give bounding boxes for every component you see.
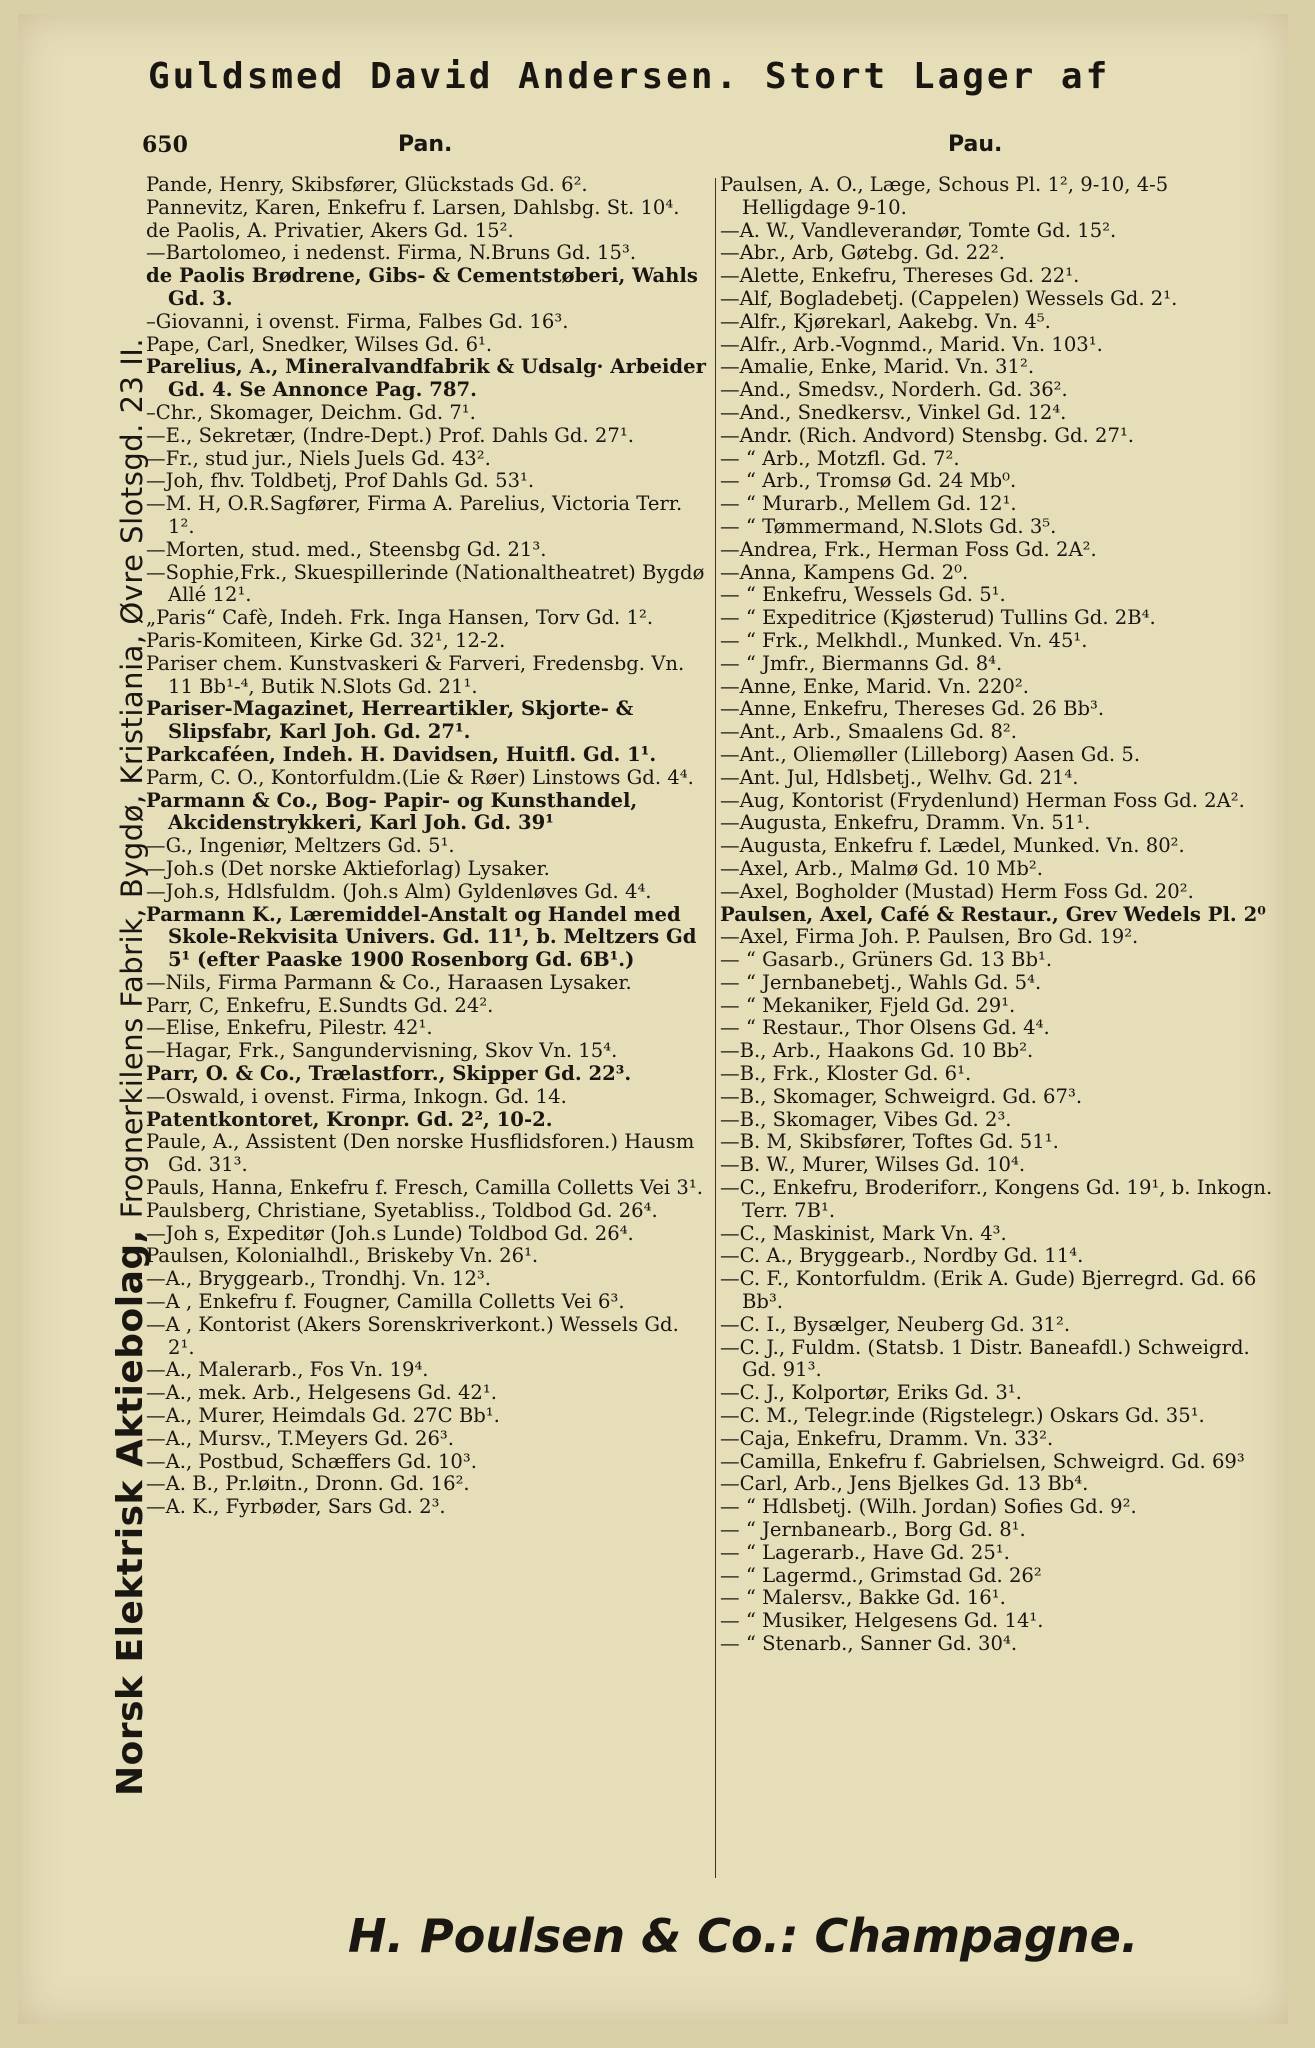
directory-entry: —Camilla, Enkefru f. Gabrielsen, Schweigrd. Gd. 69³ xyxy=(720,1449,1245,1473)
directory-entry: –Giovanni, i ovenst. Firma, Falbes Gd. 16³. xyxy=(146,309,569,333)
side-ad-address: Frognerkilens Fabrik, Bygdø, Kristiania, Øvre Slotsgd. 23 II. xyxy=(115,337,149,1219)
directory-entry: — “ Lagerarb., Have Gd. 25¹. xyxy=(720,1540,1010,1564)
top-advertisement: Guldsmed David Andersen. Stort Lager af xyxy=(148,56,1111,97)
directory-entry: —A. B., Pr.løitn., Dronn. Gd. 16². xyxy=(146,1472,470,1496)
directory-entry: Paulsberg, Christiane, Syetabliss., Toldbod Gd. 26⁴. xyxy=(146,1198,658,1222)
directory-entry: —Andrea, Frk., Herman Foss Gd. 2A². xyxy=(720,537,1097,561)
directory-entry: —A. K., Fyrbøder, Sars Gd. 2³. xyxy=(146,1495,446,1519)
directory-entry: —Alette, Enkefru, Thereses Gd. 22¹. xyxy=(720,264,1080,288)
directory-entry: —C. J., Fuldm. (Statsb. 1 Distr. Baneafdl.) Schweigrd. Gd. 91³. xyxy=(720,1335,1250,1382)
directory-entry: —A., Postbud, Schæffers Gd. 10³. xyxy=(146,1449,477,1473)
directory-entry: — “ Musiker, Helgesens Gd. 14¹. xyxy=(720,1609,1044,1633)
directory-entry: Paulsen, Kolonialhdl., Briskeby Vn. 26¹. xyxy=(146,1244,539,1268)
directory-entry: —Bartolomeo, i nedenst. Firma, N.Bruns Gd. 15³. xyxy=(146,241,637,265)
directory-entry: —A , Enkefru f. Fougner, Camilla Colletts Vei 6³. xyxy=(146,1290,625,1314)
directory-entry: Pariser-Magazinet, Herreartikler, Skjorte- & Slipsfabr, Karl Joh. Gd. 27¹. xyxy=(146,697,634,744)
directory-entry: Pande, Henry, Skibsfører, Glückstads Gd. 6². xyxy=(146,173,588,196)
directory-entry: —Morten, stud. med., Steensbg Gd. 21³. xyxy=(146,537,547,561)
directory-entry: — “ Expeditrice (Kjøsterud) Tullins Gd. 2B⁴. xyxy=(720,606,1156,630)
directory-entry: —Ant., Oliemøller (Lilleborg) Aasen Gd. 5. xyxy=(720,742,1141,766)
directory-entry: —Carl, Arb., Jens Bjelkes Gd. 13 Bb⁴. xyxy=(720,1472,1089,1496)
bottom-advertisement: H. Poulsen & Co.: Champagne. xyxy=(348,1909,1139,1963)
directory-entry: Pannevitz, Karen, Enkefru f. Larsen, Dahlsbg. St. 10⁴. xyxy=(146,195,680,219)
directory-entry: —B., Arb., Haakons Gd. 10 Bb². xyxy=(720,1039,1034,1063)
directory-entry: — “ Hdlsbetj. (Wilh. Jordan) Sofies Gd. 9². xyxy=(720,1495,1137,1519)
directory-entry: —Alf, Bogladebetj. (Cappelen) Wessels Gd. 2¹. xyxy=(720,286,1178,310)
directory-entry: —A., Bryggearb., Trondhj. Vn. 12³. xyxy=(146,1267,492,1291)
directory-entry: —A., Malerarb., Fos Vn. 19⁴. xyxy=(146,1358,429,1382)
directory-entry: —Amalie, Enke, Marid. Vn. 31². xyxy=(720,355,1035,379)
directory-entry: „Paris“ Cafè, Indeh. Frk. Inga Hansen, Torv Gd. 1². xyxy=(146,606,654,630)
directory-entry: — “ Mekaniker, Fjeld Gd. 29¹. xyxy=(720,993,1016,1017)
directory-entry: —Anna, Kampens Gd. 2⁰. xyxy=(720,560,969,584)
side-ad-company: Norsk Elektrisk Aktiebolag, xyxy=(110,1229,151,1796)
directory-entry: Paulsen, A. O., Læge, Schous Pl. 1², 9-10, 4-5 Helligdage 9-10. xyxy=(720,173,1169,219)
directory-entry: —Augusta, Enkefru, Dramm. Vn. 51¹. xyxy=(720,811,1091,835)
directory-entry: Parr, O. & Co., Trælastforr., Skipper Gd. 22³. xyxy=(146,1062,632,1086)
directory-entry: —Joh.s, Hdlsfuldm. (Joh.s Alm) Gyldenløves Gd. 4⁴. xyxy=(146,879,652,903)
directory-entry: — “ Arb., Tromsø Gd. 24 Mb⁰. xyxy=(720,469,1017,493)
directory-entry: —Oswald, i ovenst. Firma, Inkogn. Gd. 14. xyxy=(146,1084,567,1108)
directory-entry: —C. M., Telegr.inde (Rigstelegr.) Oskars Gd. 35¹. xyxy=(720,1404,1205,1428)
directory-entry: Pauls, Hanna, Enkefru f. Fresch, Camilla Colletts Vei 3¹. xyxy=(146,1176,703,1200)
directory-entry: —C., Maskinist, Mark Vn. 4³. xyxy=(720,1221,1007,1245)
directory-entry: —Nils, Firma Parmann & Co., Haraasen Lysaker. xyxy=(146,970,632,994)
directory-entry: — “ Jmfr., Biermanns Gd. 8⁴. xyxy=(720,651,1003,675)
directory-entry: —Ant. Jul, Hdlsbetj., Welhv. Gd. 21⁴. xyxy=(720,765,1079,789)
directory-entry: —A , Kontorist (Akers Sorenskriverkont.) Wessels Gd. 2¹. xyxy=(146,1312,679,1359)
directory-entry: —Axel, Firma Joh. P. Paulsen, Bro Gd. 19². xyxy=(720,925,1139,949)
directory-entry: Pariser chem. Kunstvaskeri & Farveri, Fredensbg. Vn. 11 Bb¹-⁴, Butik N.Slots Gd. 21¹. xyxy=(146,651,685,698)
right-column-head: Pau. xyxy=(948,132,1003,157)
directory-entry: —G., Ingeniør, Meltzers Gd. 5¹. xyxy=(146,834,455,858)
directory-entry: — “ Stenarb., Sanner Gd. 30⁴. xyxy=(720,1632,1018,1655)
directory-entry: —C. A., Bryggearb., Nordby Gd. 11⁴. xyxy=(720,1244,1084,1268)
directory-entry: —Alfr., Kjørekarl, Aakebg. Vn. 4⁵. xyxy=(720,309,1051,333)
directory-entry: —B., Frk., Kloster Gd. 6¹. xyxy=(720,1062,972,1086)
directory-entry: —C., Enkefru, Broderiforr., Kongens Gd. 19¹, b. Inkogn. Terr. 7B¹. xyxy=(720,1176,1273,1222)
column-divider xyxy=(715,178,716,1878)
directory-entry: —And., Smedsv., Norderh. Gd. 36². xyxy=(720,378,1068,402)
directory-entry: Paris-Komiteen, Kirke Gd. 32¹, 12-2. xyxy=(146,628,506,652)
directory-entry: — “ Tømmermand, N.Slots Gd. 3⁵. xyxy=(720,514,1057,538)
directory-entry: Pape, Carl, Snedker, Wilses Gd. 6¹. xyxy=(146,332,493,356)
directory-entry: —Andr. (Rich. Andvord) Stensbg. Gd. 27¹. xyxy=(720,423,1135,447)
directory-entry: —M. H, O.R.Sagfører, Firma A. Parelius, Victoria Terr. 1². xyxy=(146,492,683,538)
directory-entry: —Augusta, Enkefru f. Lædel, Munked. Vn. 80². xyxy=(720,834,1185,858)
directory-entry: —A., Murer, Heimdals Gd. 27C Bb¹. xyxy=(146,1404,500,1428)
directory-entry: —B. M, Skibsfører, Toftes Gd. 51¹. xyxy=(720,1130,1059,1154)
page-number: 650 xyxy=(142,132,188,158)
directory-entry: —Hagar, Frk., Sangundervisning, Skov Vn. 15⁴. xyxy=(146,1039,618,1063)
directory-entry: de Paolis, A. Privatier, Akers Gd. 15². xyxy=(146,218,514,242)
directory-entry: — “ Gasarb., Grüners Gd. 13 Bb¹. xyxy=(720,948,1053,972)
directory-entry: —Axel, Bogholder (Mustad) Herm Foss Gd. 20². xyxy=(720,879,1194,903)
directory-entry: — “ Lagermd., Grimstad Gd. 26² xyxy=(720,1563,1042,1587)
directory-entry: —A., Mursv., T.Meyers Gd. 26³. xyxy=(146,1426,455,1450)
side-advertisement xyxy=(110,276,151,1796)
directory-page xyxy=(18,14,1288,2024)
directory-entry: –Chr., Skomager, Deichm. Gd. 7¹. xyxy=(146,400,476,424)
directory-entry: —B. W., Murer, Wilses Gd. 10⁴. xyxy=(720,1153,1026,1177)
directory-entry: Patentkontoret, Kronpr. Gd. 2², 10-2. xyxy=(146,1107,553,1131)
directory-entry: —Anne, Enkefru, Thereses Gd. 26 Bb³. xyxy=(720,697,1105,721)
directory-entry: — “ Malersv., Bakke Gd. 16¹. xyxy=(720,1586,1006,1610)
directory-entry: —Axel, Arb., Malmø Gd. 10 Mb². xyxy=(720,856,1043,880)
directory-entry: —Caja, Enkefru, Dramm. Vn. 33². xyxy=(720,1426,1054,1450)
directory-entry: —And., Snedkersv., Vinkel Gd. 12⁴. xyxy=(720,400,1067,424)
directory-entry: —Anne, Enke, Marid. Vn. 220². xyxy=(720,674,1029,698)
directory-entry: —Aug, Kontorist (Frydenlund) Herman Foss Gd. 2A². xyxy=(720,788,1245,812)
directory-entry: —C. I., Bysælger, Neuberg Gd. 31². xyxy=(720,1312,1071,1336)
directory-entry: —Alfr., Arb.-Vognmd., Marid. Vn. 103¹. xyxy=(720,332,1103,356)
directory-entry: — “ Enkefru, Wessels Gd. 5¹. xyxy=(720,583,1006,607)
directory-entry: Parmann & Co., Bog- Papir- og Kunsthandel, Akcidenstrykkeri, Karl Joh. Gd. 39¹ xyxy=(146,788,638,835)
directory-entry: —A., mek. Arb., Helgesens Gd. 42¹. xyxy=(146,1381,497,1405)
directory-entry: —Joh s, Expeditør (Joh.s Lunde) Toldbod Gd. 26⁴. xyxy=(146,1221,634,1245)
directory-entry: —A. W., Vandleverandør, Tomte Gd. 15². xyxy=(720,218,1117,242)
directory-entry: Parm, C. O., Kontorfuldm.(Lie & Røer) Linstows Gd. 4⁴. xyxy=(146,765,694,789)
directory-entry: Parelius, A., Mineralvandfabrik & Udsalg· Arbeider Gd. 4. Se Annonce Pag. 787. xyxy=(146,355,706,402)
directory-entry: —E., Sekretær, (Indre-Dept.) Prof. Dahls Gd. 27¹. xyxy=(146,423,634,447)
directory-entry: — “ Jernbanebetj., Wahls Gd. 5⁴. xyxy=(720,970,1042,994)
directory-entry: — “ Arb., Motzfl. Gd. 7². xyxy=(720,446,960,470)
left-column xyxy=(146,174,706,1519)
directory-entry: —Sophie,Frk., Skuespillerinde (Nationaltheatret) Bygdø Allé 12¹. xyxy=(146,560,705,607)
directory-entry: —C. F., Kontorfuldm. (Erik A. Gude) Bjerregrd. Gd. 66 Bb³. xyxy=(720,1267,1257,1314)
directory-entry: — “ Jernbanearb., Borg Gd. 8¹. xyxy=(720,1518,1026,1542)
directory-entry: —B., Skomager, Vibes Gd. 2³. xyxy=(720,1107,1012,1131)
directory-entry: Parr, C, Enkefru, E.Sundts Gd. 24². xyxy=(146,993,494,1017)
directory-entry: —Ant., Arb., Smaalens Gd. 8². xyxy=(720,720,1017,744)
directory-entry: —Elise, Enkefru, Pilestr. 42¹. xyxy=(146,1016,433,1040)
directory-entry: —C. J., Kolportør, Eriks Gd. 3¹. xyxy=(720,1381,1022,1405)
right-column xyxy=(720,174,1280,1656)
directory-entry: Parkcaféen, Indeh. H. Davidsen, Huitfl. Gd. 1¹. xyxy=(146,742,657,766)
directory-entry: Parmann K., Læremiddel-Anstalt og Handel med Skole-Rekvisita Univers. Gd. 11¹, b. Meltzers Gd 5¹ (efter Paaske 1900 Rosenborg Gd. 6B¹.) xyxy=(146,902,697,972)
left-column-head: Pan. xyxy=(398,132,453,157)
directory-entry: — “ Murarb., Mellem Gd. 12¹. xyxy=(720,492,1017,516)
directory-entry: — “ Frk., Melkhdl., Munked. Vn. 45¹. xyxy=(720,628,1088,652)
directory-entry: —Fr., stud jur., Niels Juels Gd. 43². xyxy=(146,446,491,470)
directory-entry: —Joh, fhv. Toldbetj, Prof Dahls Gd. 53¹. xyxy=(146,469,535,493)
directory-entry: —Joh.s (Det norske Aktieforlag) Lysaker. xyxy=(146,856,550,880)
directory-entry: —Abr., Arb, Gøtebg. Gd. 22². xyxy=(720,241,1005,265)
directory-entry: Paule, A., Assistent (Den norske Husflidsforen.) Hausm Gd. 31³. xyxy=(146,1130,695,1177)
directory-entry: Paulsen, Axel, Café & Restaur., Grev Wedels Pl. 2⁰ xyxy=(720,902,1266,926)
directory-entry: — “ Restaur., Thor Olsens Gd. 4⁴. xyxy=(720,1016,1050,1040)
directory-entry: —B., Skomager, Schweigrd. Gd. 67³. xyxy=(720,1084,1083,1108)
directory-entry: de Paolis Brødrene, Gibs- & Cementstøberi, Wahls Gd. 3. xyxy=(146,264,698,310)
